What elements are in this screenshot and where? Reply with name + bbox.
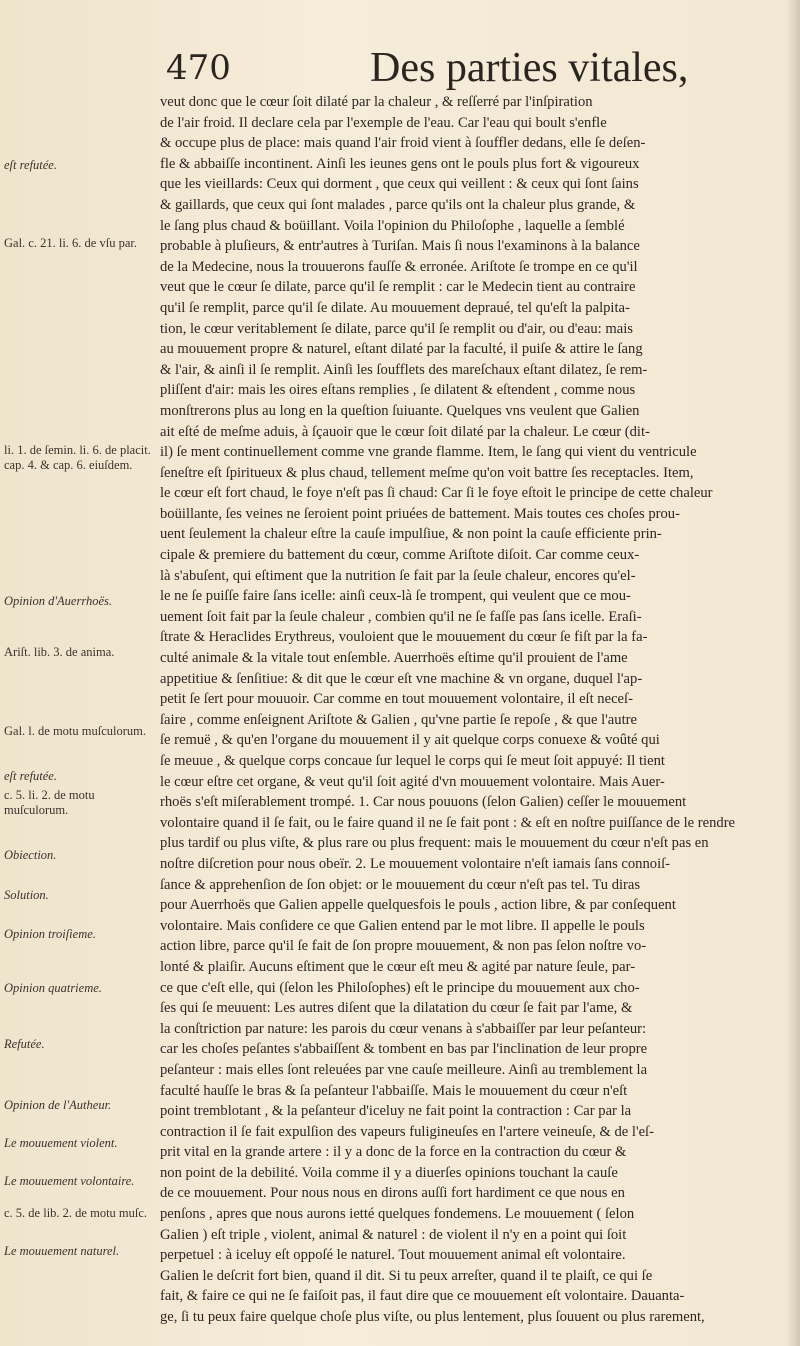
text-line: qu'il ſe remplit, parce qu'il ſe dilate. Au mouuement depraué, tel qu'eſt la palpita- bbox=[160, 299, 630, 316]
text-line: le ne ſe puiſſe faire ſans icelle: ainſi ceux-là ſe trompent, qui veulent que ce mou- bbox=[160, 588, 631, 605]
text-line: noſtre diſcretion pour nous obeïr. 2. Le mouuement volontaire n'eſt iamais ſans connoiſ- bbox=[160, 855, 671, 872]
text-line: rhoës s'eſt miſerablement trompé. 1. Car nous pouuons (ſelon Galien) ceſſer le mouuement bbox=[160, 794, 687, 811]
margin-note: Refutée. bbox=[4, 1037, 45, 1051]
text-line: ſtrate & Heraclides Erythreus, vouloient que le mouuement du cœur ſe fiſt par la fa- bbox=[160, 629, 648, 646]
page-edge-shadow bbox=[786, 0, 800, 1346]
text-line: ait eſté de meſme aduis, à ſçauoir que le cœur ſoit dilaté par la chaleur. Le cœur (dit- bbox=[160, 423, 650, 440]
text-line: monſtrerons plus au long en la queſtion ſuiuante. Quelques vns veulent que Galien bbox=[160, 402, 640, 419]
margin-note: li. 1. de ſemin. li. 6. de placit. cap. 4. & cap. 6. eiuſdem. bbox=[4, 443, 151, 472]
text-line: & l'air, & ainſi il ſe remplit. Ainſi les ſoufflets des mareſchaux eſtant dilatez, ſe rem- bbox=[160, 361, 648, 378]
text-line: fle & abbaiſſe incontinent. Ainſi les ieunes gens ont le pouls plus fort & vigoureux bbox=[160, 155, 640, 172]
text-line: pliſſent d'air: mais les oires eſtans remplies , ſe dilatent & eſtendent , comme nous bbox=[160, 382, 636, 399]
text-line: ſance & apprehenſion de ſon objet: or le mouuement du cœur n'eſt pas tel. Tu diras bbox=[160, 876, 641, 893]
text-line: la conſtriction par nature: les parois du cœur venans à s'abbaiſſer par leur peſanteur: bbox=[160, 1020, 647, 1037]
text-line: uent ſeulement la chaleur eſtre la cauſe impulſiue, & non point la cauſe efficiente prin- bbox=[160, 526, 662, 543]
text-line: probable à pluſieurs, & entr'autres à Turiſan. Mais ſi nous l'examinons à la balance bbox=[160, 238, 640, 255]
text-line: faculté hauſſe le bras & ſa peſanteur l'abbaiſſe. Mais le mouuement du cœur n'eſt bbox=[160, 1082, 628, 1099]
text-line: le cœur eſtre cet organe, & veut qu'il ſoit agité d'vn mouuement volontaire. Mais Auer- bbox=[160, 773, 665, 790]
text-line: veut donc que le cœur ſoit dilaté par la chaleur , & reſſerré par l'inſpiration bbox=[160, 94, 593, 110]
text-line: ſe meuue , & quelque corps concaue ſur lequel le corps qui ſe meut ſoit appuyé: Il tient bbox=[160, 753, 665, 769]
margin-note: Ariſt. lib. 3. de anima. bbox=[4, 645, 115, 659]
text-line: au mouuement propre & naturel, eſtant dilaté par la faculté, il puiſe & attire le ſang bbox=[160, 341, 643, 358]
text-line: culté animale & la vitale tout enſemble. Auerrhoës eſtime qu'il prouient de l'ame bbox=[160, 650, 628, 667]
text-line: penſons , apres que nous aurons ietté quelques fondemens. Le mouuement ( ſelon bbox=[160, 1206, 635, 1223]
margin-note: c. 5. de lib. 2. de motu muſc. bbox=[4, 1206, 148, 1220]
margin-note: Opinion d'Auerrhoës. bbox=[4, 594, 112, 608]
text-line: non point de la debilité. Voila comme il y a diuerſes opinions touchant la cauſe bbox=[160, 1164, 618, 1181]
margin-note: Obiection. bbox=[4, 848, 57, 862]
margin-note: Le mouuement naturel. bbox=[4, 1244, 120, 1258]
text-line: de la Medecine, nous la trouuerons fauſſe & erronée. Ariſtote ſe trompe en ce qu'il bbox=[160, 258, 638, 275]
text-line: appetitiue & ſenſitiue: & dit que le cœur eſt vne machine & vn organe, duquel l'ap- bbox=[160, 670, 643, 687]
text-line: Galien ) eſt triple , violent, animal & naturel : de violent il n'y en a point qui ſoit bbox=[160, 1226, 627, 1243]
text-line: Galien le deſcrit fort bien, quand il dit. Si tu peux arreſter, quand il te plaiſt, ce qui ſe bbox=[160, 1267, 653, 1284]
margin-note: eſt refutée. bbox=[4, 769, 57, 783]
text-line: il) ſe ment continuellement comme vne grande flamme. Item, le ſang qui vient du ventricule bbox=[160, 444, 697, 461]
text-line: uement ſoit fait par la ſeule chaleur , combien qu'il ne ſe faſſe pas ſans icelle. Eraſi- bbox=[160, 608, 642, 625]
text-line: ce que c'eſt elle, qui (ſelon les Philoſophes) eſt le principe du mouuement aux cho- bbox=[160, 979, 640, 996]
text-line: action libre, parce qu'il ſe fait de ſon propre mouuement, & non pas ſelon noſtre vo- bbox=[160, 938, 647, 955]
margin-note: Opinion de l'Autheur. bbox=[4, 1098, 112, 1112]
text-line: le ſang plus chaud & boüillant. Voila l'opinion du Philoſophe , laquelle a ſemblé bbox=[160, 217, 625, 234]
running-title: Des parties vitales, bbox=[370, 45, 689, 91]
text-line: ſe remuë , & qu'en l'organe du mouuement il y ait quelque corps conuexe & voûté qui bbox=[160, 732, 660, 749]
margin-note: Solution. bbox=[4, 888, 49, 902]
text-line: car les choſes peſantes s'abbaiſſent & tombent en bas par l'inclination de leur propre bbox=[160, 1041, 648, 1058]
margin-note: Gal. c. 21. li. 6. de vſu par. bbox=[4, 236, 137, 250]
text-line: volontaire quand il ſe fait, ou le faire quand il ne ſe fait pont : & eſt en noſtre puiſſance de le rendre bbox=[160, 814, 736, 831]
text-line: de l'air froid. Il declare cela par l'exemple de l'eau. Car l'eau qui boult s'enfle bbox=[160, 114, 607, 131]
margin-note: Gal. l. de motu muſculorum. bbox=[4, 724, 146, 738]
margin-note: Le mouuement violent. bbox=[4, 1136, 118, 1150]
margin-note: c. 5. li. 2. de motu muſculorum. bbox=[4, 788, 95, 817]
text-line: & gaillards, que ceux qui ſont malades , parce qu'ils ont la chaleur plus grande, & bbox=[160, 196, 636, 213]
text-line: ge, ſi tu peux faire quelque choſe plus viſte, ou plus lentement, plus ſouuent ou plus rarement, bbox=[160, 1309, 705, 1326]
body-text bbox=[160, 92, 790, 1328]
text-line: contraction il ſe fait expulſion des vapeurs fuligineuſes en l'artere veineuſe, & de l'eſ- bbox=[160, 1123, 654, 1140]
text-line: cipale & premiere du battement du cœur, comme Ariſtote diſoit. Car comme ceux- bbox=[160, 547, 640, 564]
margin-note: Opinion troiſieme. bbox=[4, 927, 96, 941]
text-line: ſeneſtre eſt ſpiritueux & plus chaud, tellement meſme qu'on voit battre ſes receptacles. Item, bbox=[160, 464, 694, 481]
margin-note: Le mouuement volontaire. bbox=[4, 1174, 135, 1188]
margin-note: eſt refutée. bbox=[4, 158, 57, 172]
text-line: petit ſe ſert pour mouuoir. Car comme en tout mouuement volontaire, il eſt neceſ- bbox=[160, 691, 633, 708]
text-line: lonté & plaiſir. Aucuns eſtiment que le cœur eſt meu & agité par nature ſeule, par- bbox=[160, 958, 636, 975]
text-line: veut que le cœur ſe dilate, parce qu'il ſe remplit : car le Medecin tient au contraire bbox=[160, 279, 636, 296]
page-header bbox=[160, 44, 689, 94]
page-number: 470 bbox=[166, 48, 231, 88]
text-line: peſanteur : mais elles ſont releuées par vne cauſe meilleure. Ainſi au tremblement la bbox=[160, 1061, 648, 1078]
text-line: point tremblotant , & la peſanteur d'iceluy ne fait point la contraction : Car par la bbox=[160, 1103, 632, 1120]
text-line: volontaire. Mais conſidere ce que Galien entend par le mot libre. Il appelle le pouls bbox=[160, 917, 645, 934]
text-line: & occupe plus de place: mais quand l'air froid vient à ſouffler dedans, elle ſe deſen- bbox=[160, 135, 646, 152]
text-line: plus tardif ou plus viſte, & plus rare ou plus frequent: mais le mouuement du cœur n'eſt pas en bbox=[160, 835, 709, 852]
margin-notes bbox=[4, 0, 156, 1346]
margin-note: Opinion quatrieme. bbox=[4, 981, 102, 995]
text-line: là s'abuſent, qui eſtiment que la nutrition ſe fait par la ſeule chaleur, encores qu'el- bbox=[160, 567, 636, 584]
text-line: perpetuel : à iceluy eſt oppoſé le naturel. Tout mouuement animal eſt volontaire. bbox=[160, 1247, 626, 1264]
text-line: de ce mouuement. Pour nous nous en dirons auſſi fort hardiment ce que nous en bbox=[160, 1185, 625, 1202]
text-line: ſaire , comme enſeignent Ariſtote & Galien , qu'vne partie ſe repoſe , & que l'autre bbox=[160, 711, 637, 728]
text-line: boüillante, ſes veines ne ſeroient point priuées de battement. Mais toutes ces choſes prou- bbox=[160, 505, 680, 522]
text-line: tion, le cœur veritablement ſe dilate, parce qu'il ſe remplit ou d'air, ou d'eau: mais bbox=[160, 320, 633, 337]
text-line: ſes qui ſe meuuent: Les autres diſent que la dilatation du cœur ſe fait par l'ame, & bbox=[160, 1000, 633, 1017]
text-line: le cœur eſt fort chaud, le foye n'eſt pas ſi chaud: Car ſi le foye eſtoit le principe de cette chaleur bbox=[160, 485, 713, 502]
text-line: pour Auerrhoës que Galien appelle quelquesfois le pouls , action libre, & par conſequent bbox=[160, 897, 676, 914]
text-line: fait, & faire ce qui ne ſe faiſoit pas, il faut dire que ce mouuement eſt volontaire. Dauanta- bbox=[160, 1288, 685, 1305]
text-line: prit vital en la grande artere : il y a donc de la force en la contraction du cœur & bbox=[160, 1144, 627, 1161]
text-line: que les vieillards: Ceux qui dorment , que ceux qui veillent : & ceux qui ſont ſains bbox=[160, 176, 639, 193]
